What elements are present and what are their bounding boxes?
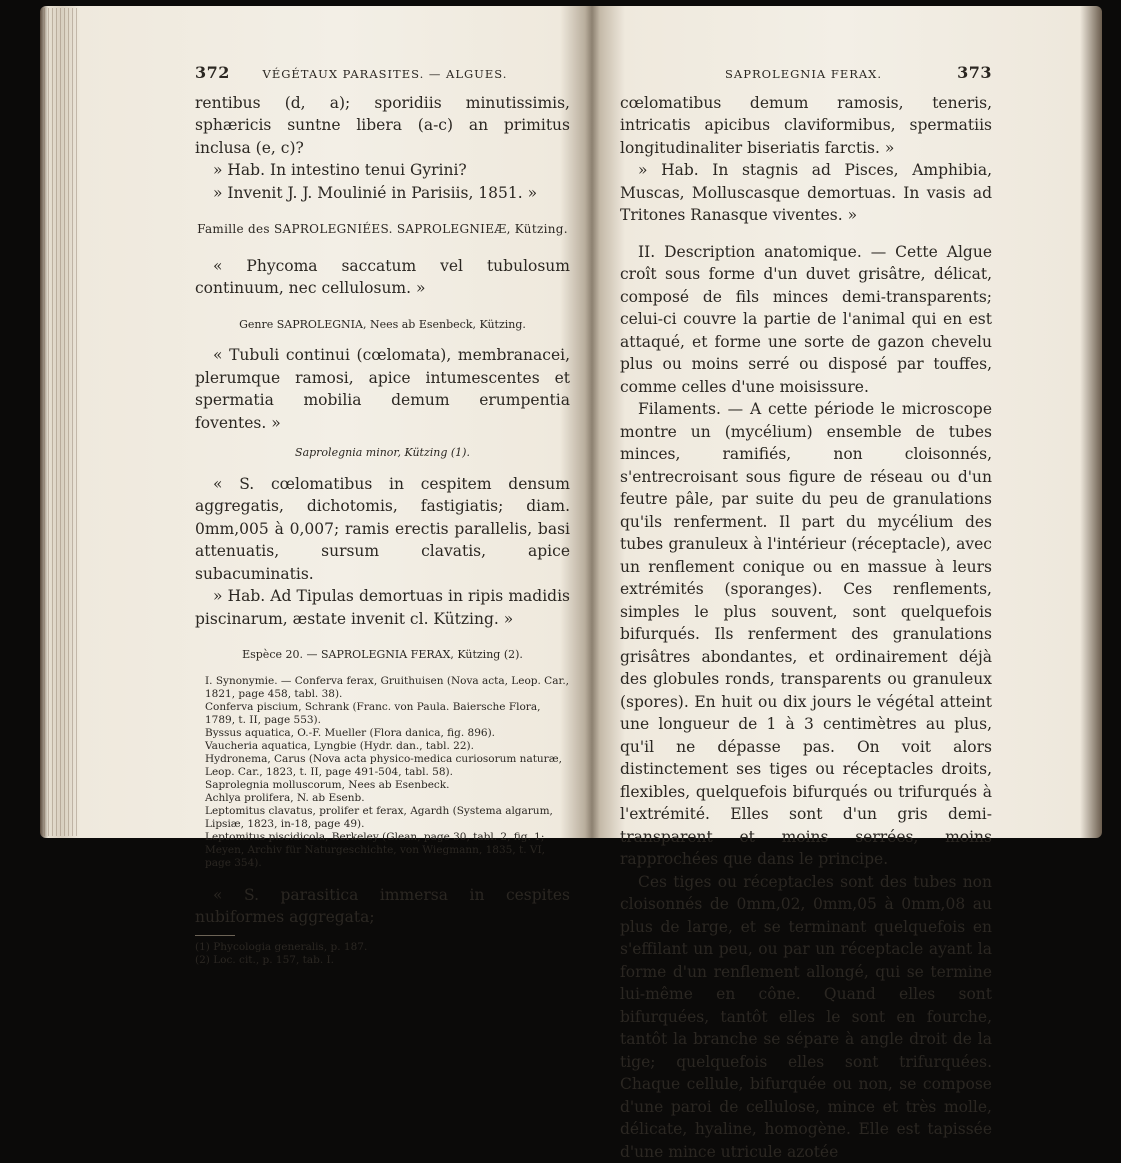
right-running-header bbox=[620, 62, 992, 86]
footnote-rule bbox=[195, 935, 235, 936]
synonymy-item: Leptomitus piscidicola, Berkeley (Glean, page 30, tabl. 2, fig. 1; Meyen, Archiv für Naturgeschichte, von Wiegmann, 1835, t. VI, page 354). bbox=[195, 831, 570, 870]
family-heading: Famille des SAPROLEGNIÉES. SAPROLEGNIEÆ, Kützing. bbox=[195, 218, 570, 241]
synonymy-item: Achlya prolifera, N. ab Esenb. bbox=[195, 792, 570, 805]
right-page-number: 373 bbox=[957, 62, 992, 85]
footnote-1: (1) Phycologia generalis, p. 187. bbox=[195, 941, 570, 954]
right-running-head: SAPROLEGNIA FERAX. bbox=[725, 63, 882, 86]
right-paragraph-3: II. Description anatomique. — Cette Algue croît sous forme d'un duvet grisâtre, délicat, composé de fils minces demi-transparents; celui-ci couvre la partie de l'animal qui en est attaqué, et forme une sorte de gazon chevelu plus ou moins serré ou disposé par touffes, comme celles d'une moisissure. bbox=[620, 241, 992, 399]
left-running-head: VÉGÉTAUX PARASITES. — ALGUES. bbox=[263, 63, 508, 86]
page-edges bbox=[44, 8, 78, 836]
espece-heading: Espèce 20. — SAPROLEGNIA FERAX, Kützing (2). bbox=[195, 644, 570, 667]
left-page bbox=[195, 62, 570, 822]
left-paragraph-1: rentibus (d, a); sporidiis minutissimis, sphæricis suntne libera (a-c) an primitus inclusa (e, c)? bbox=[195, 92, 570, 160]
synonymy-item: Byssus aquatica, O.-F. Mueller (Flora danica, fig. 896). bbox=[195, 727, 570, 740]
left-running-header bbox=[195, 62, 570, 86]
right-paragraph-4: Filaments. — A cette période le microscope montre un (mycélium) ensemble de tubes minces, ramifiés, non cloisonnés, s'entrecroisant sous figure de réseau ou d'un feutre pâle, par suite du peu de granulations qu'ils renferment. Il part du mycélium des tubes granuleux à l'intérieur (réceptacle), avec un renflement conique ou en massue à leurs extrémités (sporanges). Ces renflements, simples le plus souvent, sont quelquefois bifurqués. Ils renferment des granulations grisâtres abondantes, et ordinairement déjà des globules ronds, transparents ou granuleux (spores). En huit ou dix jours le végétal atteint une longueur de 1 à 3 centimètres au plus, qu'il ne dépasse pas. On voit alors distinctement ses tiges ou réceptacles droits, flexibles, quelquefois bifurqués ou trifurqués à l'extrémité. Elles sont d'un gris demi-transparent et moins serrées, moins rapprochées que dans le principe. bbox=[620, 398, 992, 871]
right-paragraph-2: » Hab. In stagnis ad Pisces, Amphibia, Muscas, Molluscasque demortuas. In vasis ad Tritones Ranasque viventes. » bbox=[620, 159, 992, 227]
left-paragraph-5: « Tubuli continui (cœlomata), membranacei, plerumque ramosi, apice intumescentes et spermatia mobilia demum erumpentia foventes. » bbox=[195, 344, 570, 434]
left-paragraph-8: « S. parasitica immersa in cespites nubiformes aggregata; bbox=[195, 884, 570, 929]
synonymy-item: Hydronema, Carus (Nova acta physico-medica curiosorum naturæ, Leop. Car., 1823, t. II, page 491-504, tabl. 58). bbox=[195, 753, 570, 779]
left-paragraph-7: » Hab. Ad Tipulas demortuas in ripis madidis piscinarum, æstate invenit cl. Kützing. » bbox=[195, 585, 570, 630]
synonymy-list bbox=[195, 675, 570, 870]
synonymy-item: Conferva piscium, Schrank (Franc. von Paula. Baiersche Flora, 1789, t. II, page 553). bbox=[195, 701, 570, 727]
left-page-number: 372 bbox=[195, 62, 230, 85]
right-paragraph-1: cœlomatibus demum ramosis, teneris, intricatis apicibus claviformibus, spermatiis longitudinaliter biseriatis farctis. » bbox=[620, 92, 992, 160]
species-minor-heading: Saprolegnia minor, Kützing (1). bbox=[195, 442, 570, 465]
left-paragraph-6: « S. cœlomatibus in cespitem densum aggregatis, dichotomis, fastigiatis; diam. 0mm,005 à 0,007; ramis erectis parallelis, basi attenuatis, sursum clavatis, apice subacuminatis. bbox=[195, 473, 570, 586]
left-paragraph-4: « Phycoma saccatum vel tubulosum continuum, nec cellulosum. » bbox=[195, 255, 570, 300]
genus-heading: Genre SAPROLEGNIA, Nees ab Esenbeck, Kützing. bbox=[195, 314, 570, 337]
synonymy-item: Saprolegnia molluscorum, Nees ab Esenbeck. bbox=[195, 779, 570, 792]
left-paragraph-2: » Hab. In intestino tenui Gyrini? bbox=[195, 159, 570, 182]
synonymy-item: I. Synonymie. — Conferva ferax, Gruithuisen (Nova acta, Leop. Car., 1821, page 458, tabl. 38). bbox=[195, 675, 570, 701]
right-paragraph-5: Ces tiges ou réceptacles sont des tubes non cloisonnés de 0mm,02, 0mm,05 à 0mm,08 au plus de large, et se terminant quelquefois en s'effilant un peu, ou par un réceptacle ayant la forme d'un renflement allongé, qui se termine lui-même en cône. Quand elles sont bifurquées, tantôt elles le sont en fourche, tantôt la branche se sépare à angle droit de la tige; quelquefois elles sont trifurquées. Chaque cellule, bifurquée ou non, se compose d'une paroi de cellulose, mince et très molle, délicate, hyaline, homogène. Elle est tapissée d'une mince utricule azotée bbox=[620, 871, 992, 1163]
right-page bbox=[620, 62, 992, 822]
synonymy-item: Vaucheria aquatica, Lyngbie (Hydr. dan., tabl. 22). bbox=[195, 740, 570, 753]
left-paragraph-3: » Invenit J. J. Moulinié in Parisiis, 1851. » bbox=[195, 182, 570, 205]
synonymy-item: Leptomitus clavatus, prolifer et ferax, Agardh (Systema algarum, Lipsiæ, 1823, in-18, page 49). bbox=[195, 805, 570, 831]
footnote-2: (2) Loc. cit., p. 157, tab. I. bbox=[195, 954, 570, 967]
